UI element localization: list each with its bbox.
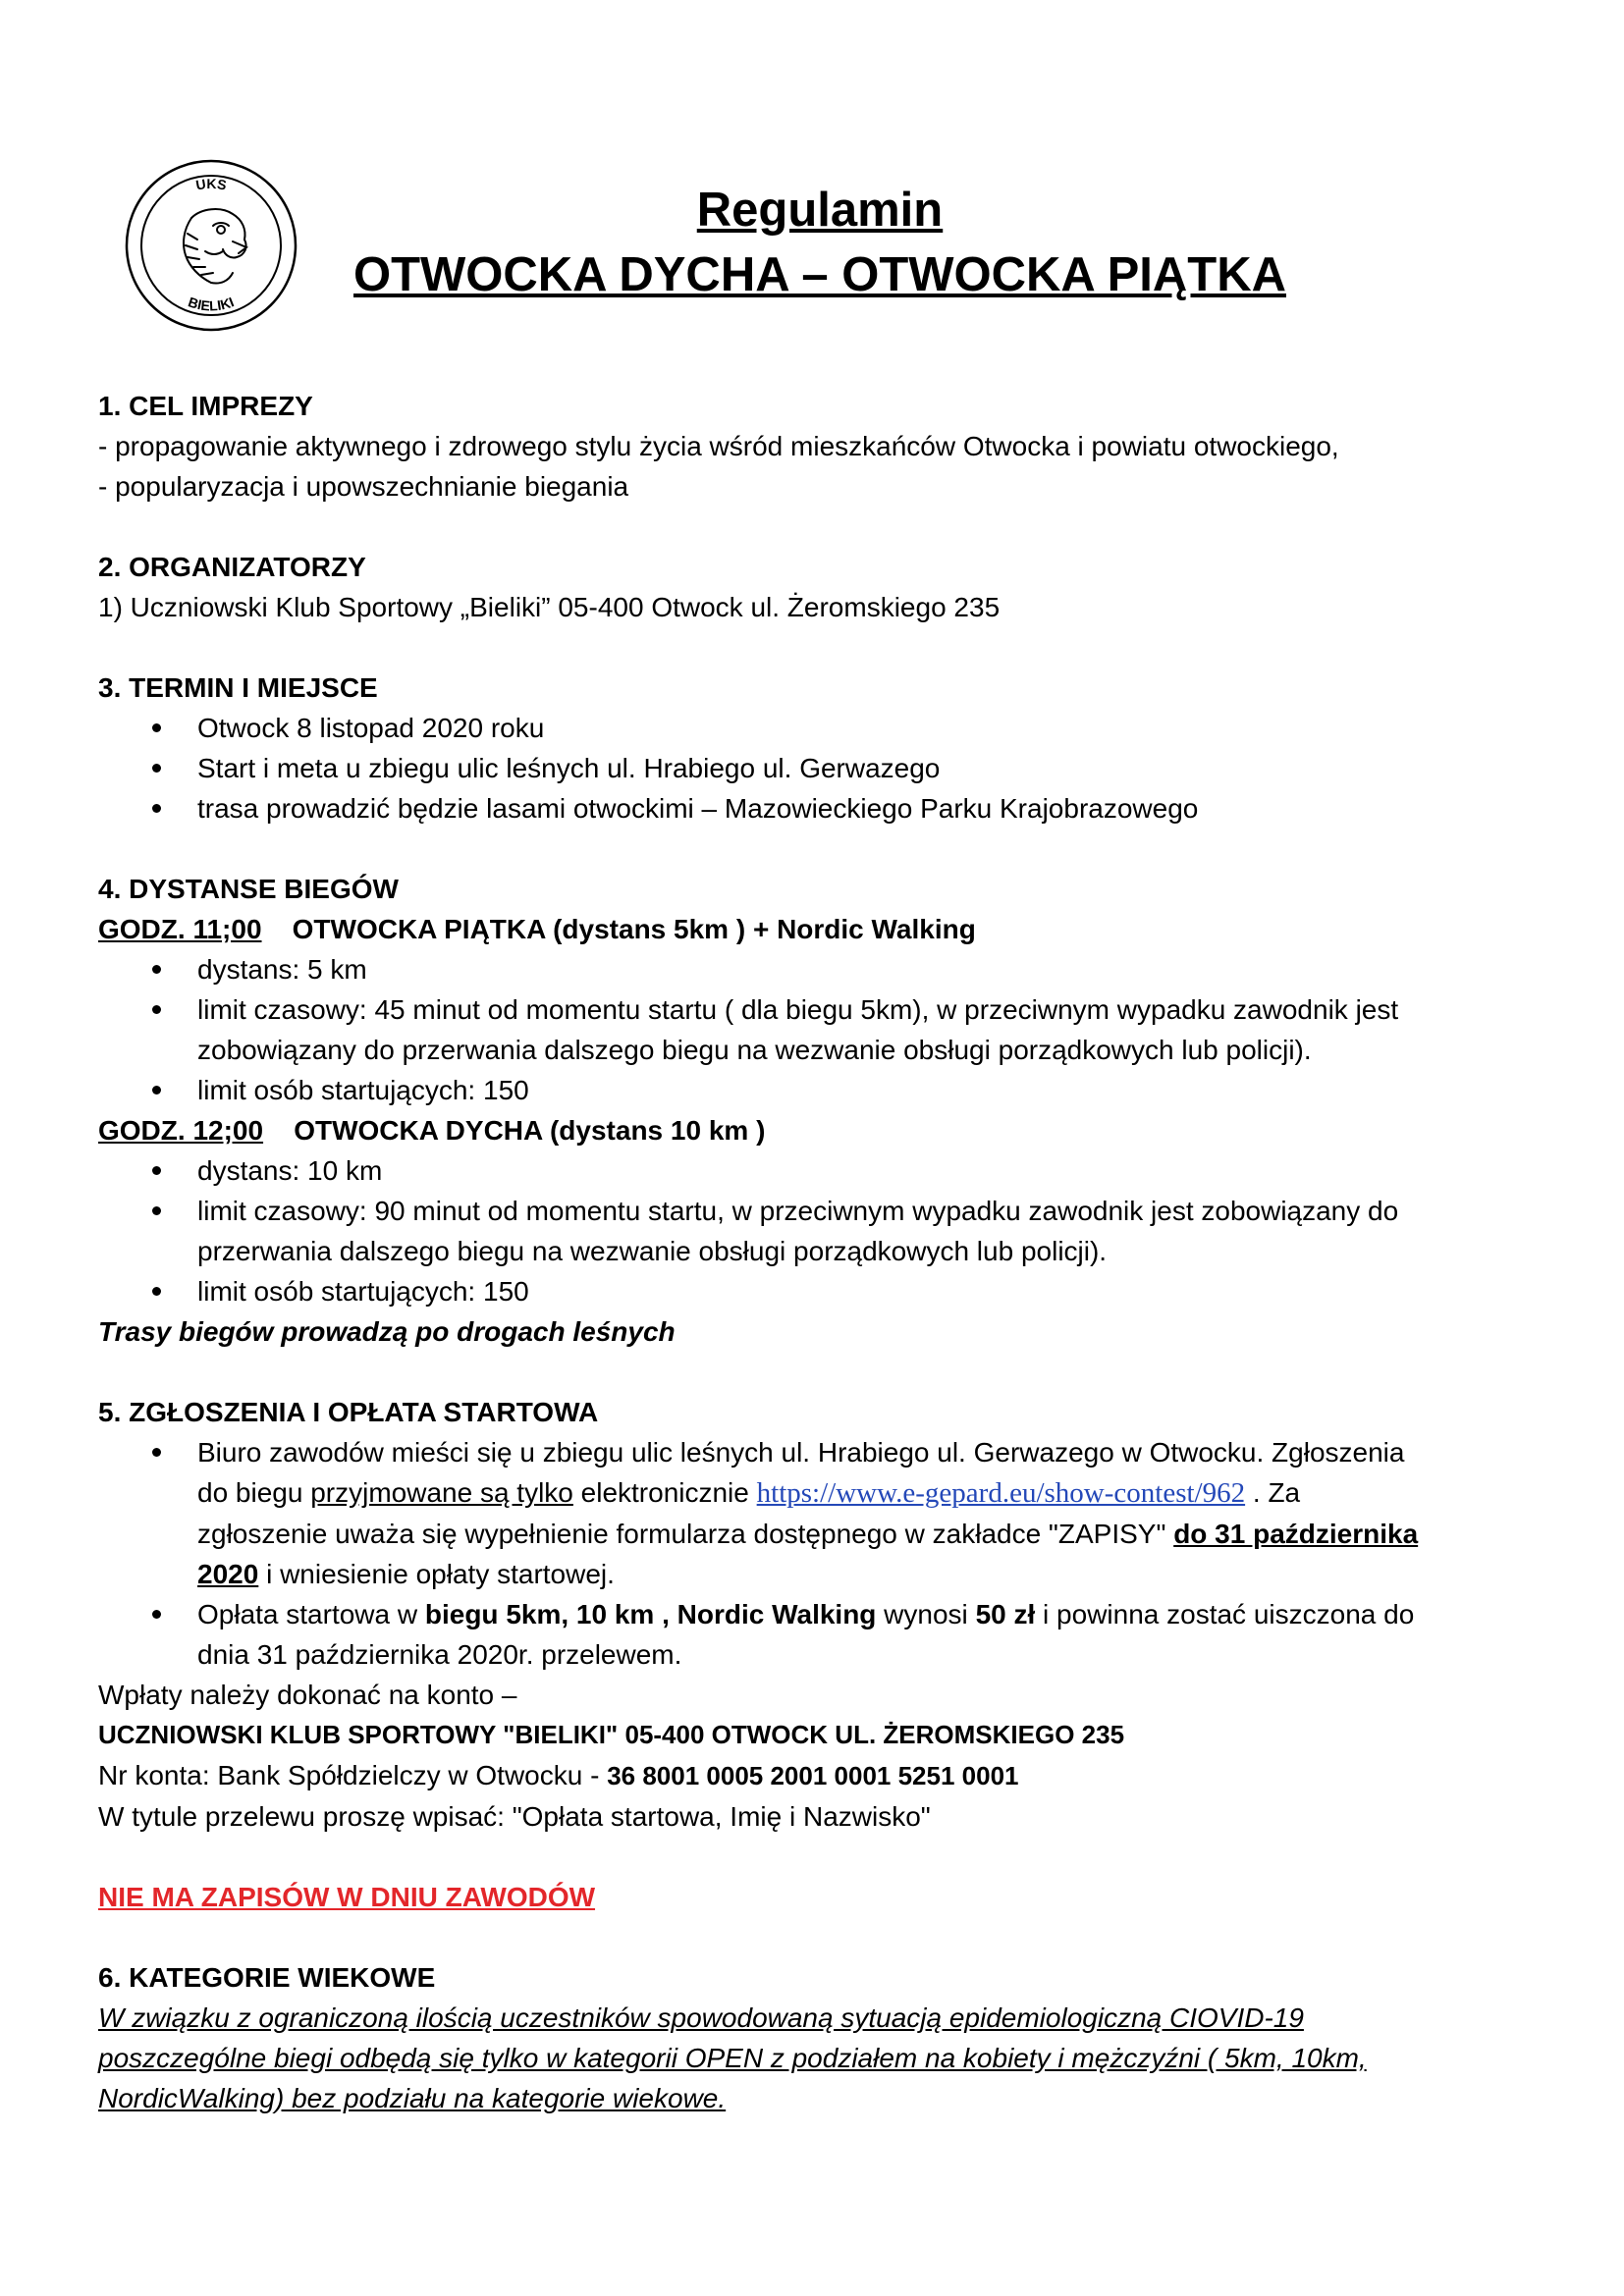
- list-item-text: limit czasowy: 45 minut od momentu startu ( dla biegu 5km), w przeciwnym wypadku zawodnik jest: [197, 994, 1399, 1025]
- list-item-text: Otwock 8 listopad 2020 roku: [197, 713, 545, 743]
- list-item-text: Start i meta u zbiegu ulic leśnych ul. Hrabiego ul. Gerwazego: [197, 753, 941, 783]
- run-1-time: GODZ. 11;00: [98, 914, 262, 944]
- svg-text:UKS: [194, 176, 228, 193]
- eagle-icon: [184, 209, 246, 283]
- text-run: przyjmowane są tylko: [310, 1477, 573, 1508]
- text-run: zgłoszenie uważa się wypełnienie formularza dostępnego w zakładce "ZAPISY": [197, 1519, 1174, 1549]
- text-run: i powinna zostać uiszczona do: [1035, 1599, 1415, 1629]
- list-item-text: [197, 1514, 1561, 1554]
- logo-bottom-text: BIELIKI: [186, 294, 237, 314]
- list-item-text: [197, 1472, 1561, 1514]
- list-item-text: Biuro zawodów mieści się u zbiegu ulic leśnych ul. Hrabiego ul. Gerwazego w Otwocku. Zgłoszenia: [197, 1437, 1405, 1468]
- payment-line: Wpłaty należy dokonać na konto –: [98, 1680, 517, 1710]
- fee-amount: 50 zł: [975, 1599, 1036, 1629]
- text-run: . Za: [1245, 1477, 1301, 1508]
- text-run: Opłata startowa w: [197, 1599, 425, 1629]
- text-run: do biegu: [197, 1477, 311, 1508]
- list-item-text: limit czasowy: 90 minut od momentu startu, w przeciwnym wypadku zawodnik jest zobowiązany do: [197, 1196, 1399, 1226]
- run-2-header: [98, 1110, 1561, 1150]
- page-title: Regulamin: [696, 184, 944, 237]
- list-item-text: dnia 31 października 2020r. przelewem.: [197, 1639, 682, 1670]
- list-item-text: dystans: 5 km: [197, 954, 367, 985]
- list-item: [98, 748, 1561, 788]
- list-item-text: trasa prowadzić będzie lasami otwockimi – Mazowieckiego Parku Krajobrazowego: [197, 793, 1199, 824]
- text-run: elektronicznie: [572, 1477, 757, 1508]
- list-item: [98, 708, 1561, 748]
- section-3-list: [98, 708, 1561, 828]
- regulation-content: [98, 386, 1561, 2118]
- payment-account: [98, 1755, 1561, 1796]
- section-6-line: poszczególne biegi odbędą się tylko w kategorii OPEN z podziałem na kobiety i mężczyźni ( 5km, 10km,: [98, 2043, 1367, 2073]
- list-item: [98, 1271, 1561, 1311]
- section-4-heading: 4. DYSTANSE BIEGÓW: [98, 874, 399, 904]
- run-2-list: [98, 1150, 1561, 1311]
- payment-title: W tytule przelewu proszę wpisać: "Opłata startowa, Imię i Nazwisko": [98, 1801, 931, 1832]
- run-1-list: [98, 949, 1561, 1110]
- registration-link[interactable]: https://www.e-gepard.eu/show-contest/962: [756, 1477, 1246, 1509]
- list-item: [98, 788, 1561, 828]
- svg-text:BIELIKI: [187, 294, 237, 313]
- list-item: [98, 1150, 1561, 1191]
- list-item: [98, 1191, 1561, 1271]
- section-5-list: [98, 1432, 1561, 1675]
- list-item: [98, 949, 1561, 989]
- text-run: wynosi: [876, 1599, 976, 1629]
- section-6-line: NordicWalking) bez podziału na kategorie wiekowe.: [98, 2083, 727, 2113]
- routes-note: Trasy biegów prowadzą po drogach leśnych: [98, 1316, 676, 1347]
- section-1-heading: 1. CEL IMPREZY: [98, 391, 313, 421]
- title-block: [324, 180, 1316, 309]
- list-item-text: przerwania dalszego biegu na wezwanie obsługi porządkowych lub policji).: [197, 1236, 1108, 1266]
- run-2-title: OTWOCKA DYCHA (dystans 10 km ): [294, 1115, 766, 1146]
- run-1-header: [98, 909, 1561, 949]
- text-run: Nr konta: Bank Spółdzielczy w Otwocku -: [98, 1760, 608, 1790]
- list-item-text: limit osób startujących: 150: [197, 1075, 529, 1105]
- deadline-text: do 31 października: [1173, 1519, 1419, 1549]
- list-item-text: [197, 1594, 1561, 1634]
- section-1-line: - popularyzacja i upowszechnianie biegania: [98, 471, 629, 502]
- section-6-line: W związku z ograniczoną ilością uczestników spowodowaną sytuacją epidemiologiczną CIOVID-19: [98, 2002, 1304, 2033]
- section-2-heading: 2. ORGANIZATORZY: [98, 552, 366, 582]
- list-item-text: zobowiązany do przerwania dalszego biegu na wezwanie obsługi porządkowych lub policji).: [197, 1035, 1312, 1065]
- section-3-heading: 3. TERMIN I MIEJSCE: [98, 672, 378, 703]
- section-6-heading: 6. KATEGORIE WIEKOWE: [98, 1962, 436, 1993]
- page-subtitle: OTWOCKA DYCHA – OTWOCKA PIĄTKA: [353, 248, 1286, 301]
- list-item: [98, 1432, 1561, 1594]
- section-1-line: - propagowanie aktywnego i zdrowego stylu życia wśród mieszkańców Otwocka i powiatu otwockiego,: [98, 431, 1339, 461]
- club-logo: [123, 157, 299, 334]
- list-item-text: limit osób startujących: 150: [197, 1276, 529, 1307]
- list-item: [98, 1070, 1561, 1110]
- list-item: [98, 989, 1561, 1070]
- list-item-text: [197, 1554, 1561, 1594]
- no-registration-notice: NIE MA ZAPISÓW W DNIU ZAWODÓW: [98, 1882, 596, 1912]
- section-5-heading: 5. ZGŁOSZENIA I OPŁATA STARTOWA: [98, 1397, 599, 1427]
- account-number: 36 8001 0005 2001 0001 5251 0001: [607, 1761, 1019, 1790]
- section-2-line: 1) Uczniowski Klub Sportowy „Bieliki” 05-400 Otwock ul. Żeromskiego 235: [98, 592, 1001, 622]
- logo-top-text: UKS: [194, 175, 228, 193]
- list-item-text: dystans: 10 km: [197, 1155, 383, 1186]
- fee-categories: biegu 5km, 10 km , Nordic Walking: [424, 1599, 877, 1629]
- run-1-title: OTWOCKA PIĄTKA (dystans 5km ) + Nordic Walking: [292, 914, 976, 944]
- text-run: i wniesienie opłaty startowej.: [258, 1559, 615, 1589]
- list-item: [98, 1594, 1561, 1675]
- deadline-year: 2020: [197, 1559, 259, 1589]
- run-2-time: GODZ. 12;00: [98, 1115, 264, 1146]
- payment-recipient: UCZNIOWSKI KLUB SPORTOWY "BIELIKI" 05-400 OTWOCK UL. ŻEROMSKIEGO 235: [98, 1720, 1125, 1749]
